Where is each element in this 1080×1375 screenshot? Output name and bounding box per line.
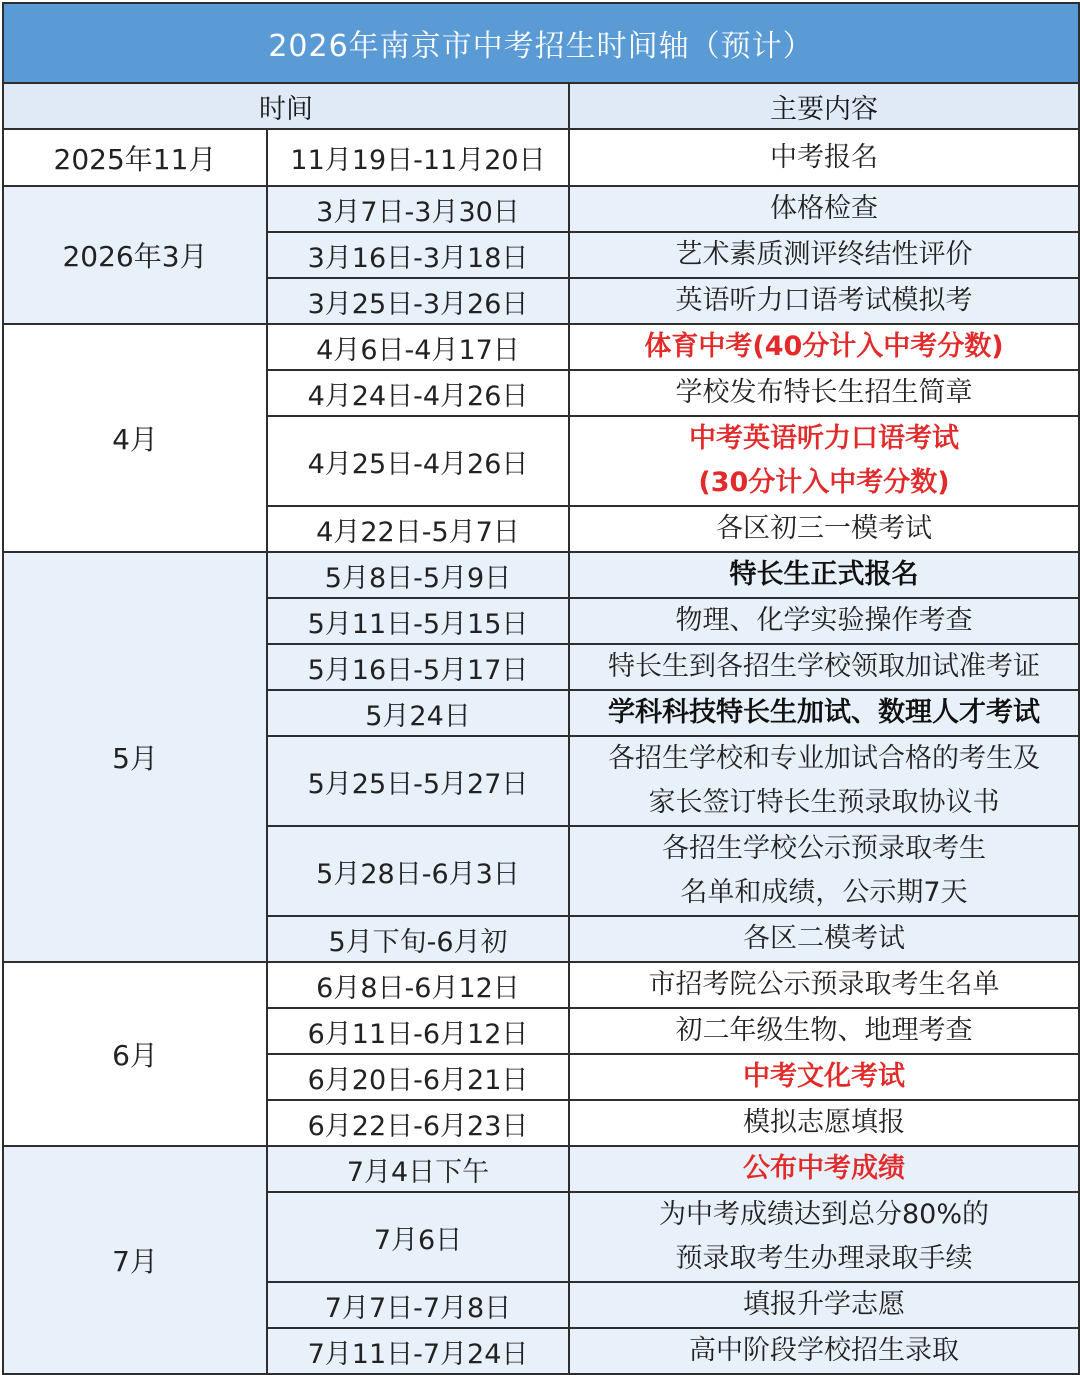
header-time: 时间 <box>3 83 569 129</box>
content-line: 体格检查 <box>770 193 879 224</box>
date-cell: 3月7日-3月30日 <box>267 186 569 232</box>
content-line: 各招生学校和专业加试合格的考生及 <box>608 743 1041 774</box>
content-line: 中考报名 <box>770 141 879 173</box>
header-content: 主要内容 <box>569 83 1079 129</box>
schedule-body <box>3 129 1079 1374</box>
date-cell: 5月24日 <box>267 690 569 736</box>
content-cell <box>569 324 1079 370</box>
period-label: 2026年3月 <box>3 186 267 324</box>
content-cell <box>569 232 1079 278</box>
content-cell <box>569 186 1079 232</box>
period-label: 2025年11月 <box>3 129 267 186</box>
content-line: 初二年级生物、地理考查 <box>675 1015 973 1046</box>
content-line: 各招生学校公示预录取考生 <box>662 833 987 864</box>
content-line: 中考英语听力口语考试 <box>689 423 960 454</box>
date-cell: 4月22日-5月7日 <box>267 506 569 552</box>
date-cell: 6月20日-6月21日 <box>267 1054 569 1100</box>
date-cell: 7月11日-7月24日 <box>267 1328 569 1374</box>
table-row <box>3 129 1079 186</box>
content-line: 英语听力口语考试模拟考 <box>675 285 973 316</box>
content-cell <box>569 506 1079 552</box>
content-line: 家长签订特长生预录取协议书 <box>648 787 1000 818</box>
table-row <box>3 186 1079 232</box>
content-cell <box>569 736 1079 826</box>
content-cell <box>569 552 1079 598</box>
content-line: 市招考院公示预录取考生名单 <box>648 969 1000 1000</box>
content-line: 学校发布特长生招生简章 <box>675 377 973 408</box>
period-label: 4月 <box>3 324 267 552</box>
content-line: (30分计入中考分数) <box>698 467 950 498</box>
date-cell: 5月下旬-6月初 <box>267 916 569 962</box>
content-cell <box>569 1328 1079 1374</box>
table-row <box>3 1146 1079 1192</box>
content-cell <box>569 690 1079 736</box>
content-cell <box>569 1192 1079 1282</box>
date-cell: 6月11日-6月12日 <box>267 1008 569 1054</box>
content-cell <box>569 129 1079 186</box>
content-cell <box>569 370 1079 416</box>
date-cell: 5月11日-5月15日 <box>267 598 569 644</box>
date-cell: 5月16日-5月17日 <box>267 644 569 690</box>
content-cell <box>569 278 1079 324</box>
content-line: 特长生到各招生学校领取加试准考证 <box>608 651 1041 682</box>
date-cell: 7月4日下午 <box>267 1146 569 1192</box>
content-line: 高中阶段学校招生录取 <box>689 1335 960 1366</box>
period-label: 5月 <box>3 552 267 962</box>
content-cell <box>569 962 1079 1008</box>
date-cell: 5月8日-5月9日 <box>267 552 569 598</box>
date-cell: 6月22日-6月23日 <box>267 1100 569 1146</box>
date-cell: 7月6日 <box>267 1192 569 1282</box>
header-row <box>3 83 1079 129</box>
content-line: 物理、化学实验操作考查 <box>675 605 973 636</box>
content-line: 公布中考成绩 <box>743 1153 906 1184</box>
content-cell <box>569 916 1079 962</box>
content-line: 特长生正式报名 <box>729 559 919 590</box>
content-line: 中考文化考试 <box>743 1061 906 1092</box>
date-cell: 7月7日-7月8日 <box>267 1282 569 1328</box>
content-cell <box>569 1282 1079 1328</box>
content-line: 学科科技特长生加试、数理人才考试 <box>608 697 1041 728</box>
content-line: 填报升学志愿 <box>743 1289 906 1320</box>
content-cell <box>569 1054 1079 1100</box>
period-label: 7月 <box>3 1146 267 1374</box>
date-cell: 3月25日-3月26日 <box>267 278 569 324</box>
content-line: 预录取考生办理录取手续 <box>675 1243 973 1274</box>
content-line: 名单和成绩，公示期7天 <box>680 877 968 908</box>
date-cell: 5月25日-5月27日 <box>267 736 569 826</box>
content-cell <box>569 1008 1079 1054</box>
content-cell <box>569 644 1079 690</box>
table-row <box>3 552 1079 598</box>
title-row <box>3 3 1079 83</box>
date-cell: 11月19日-11月20日 <box>267 129 569 186</box>
content-cell <box>569 1100 1079 1146</box>
date-cell: 6月8日-6月12日 <box>267 962 569 1008</box>
content-line: 为中考成绩达到总分80%的 <box>659 1199 990 1230</box>
date-cell: 4月24日-4月26日 <box>267 370 569 416</box>
content-line: 各区二模考试 <box>743 923 906 954</box>
content-line: 艺术素质测评终结性评价 <box>675 239 973 270</box>
content-line: 模拟志愿填报 <box>743 1107 906 1138</box>
content-cell <box>569 1146 1079 1192</box>
schedule-table <box>2 2 1080 1375</box>
date-cell: 5月28日-6月3日 <box>267 826 569 916</box>
date-cell: 4月6日-4月17日 <box>267 324 569 370</box>
content-line: 体育中考(40分计入中考分数) <box>644 331 1004 362</box>
date-cell: 4月25日-4月26日 <box>267 416 569 506</box>
date-cell: 3月16日-3月18日 <box>267 232 569 278</box>
content-cell <box>569 416 1079 506</box>
table-row <box>3 962 1079 1008</box>
content-cell <box>569 826 1079 916</box>
table-row <box>3 324 1079 370</box>
period-label: 6月 <box>3 962 267 1146</box>
content-cell <box>569 598 1079 644</box>
table-title: 2026年南京市中考招生时间轴（预计） <box>3 3 1079 83</box>
content-line: 各区初三一模考试 <box>716 513 933 544</box>
